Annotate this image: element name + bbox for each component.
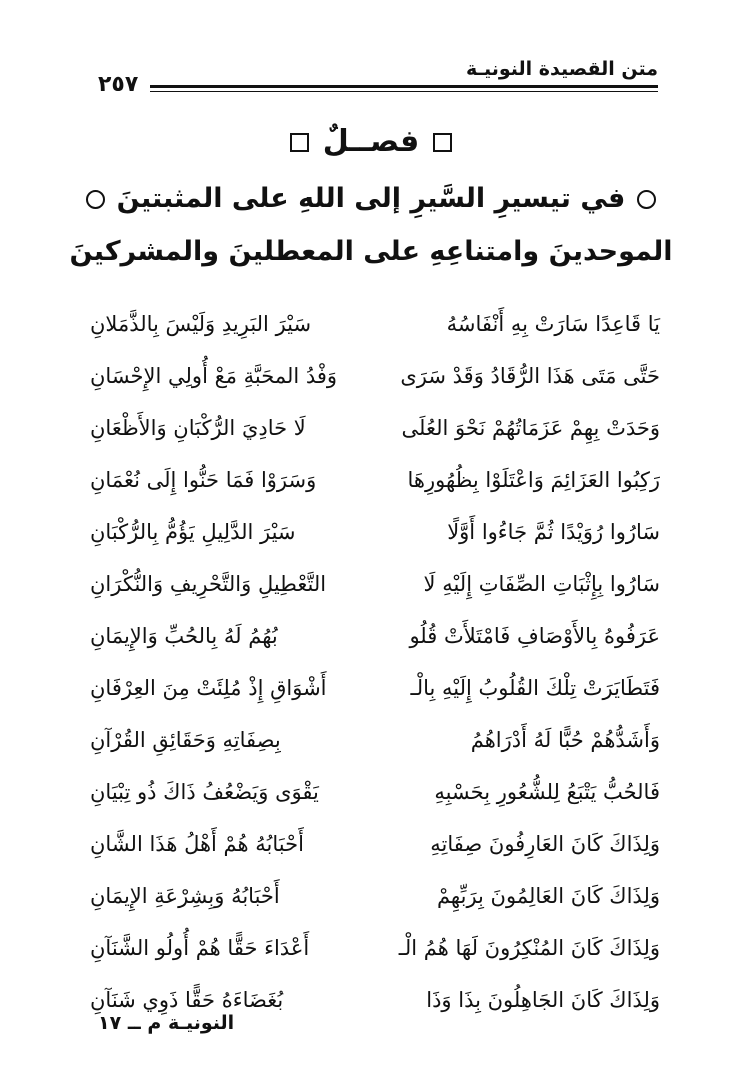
verse-second-hemistich: أَعْدَاءَ حَقًّا هُمْ أُولُو الشَّنَآنِ [90, 936, 310, 960]
verse-first-hemistich: سَارُوا رُوَيْدًا ثُمَّ جَاءُوا أَوَّلًا [447, 520, 660, 544]
verse-second-hemistich: وَسَرَوْا فَمَا حَنُّوا إِلَى نُعْمَانِ [90, 468, 317, 492]
verse [90, 822, 660, 874]
verse [90, 614, 660, 666]
subtitle-line-2 [0, 236, 742, 267]
subtitle-line-1 [0, 183, 742, 214]
verse-second-hemistich: يَقْوَى وَيَضْعُفُ ذَاكَ ذُو تِبْيَانِ [90, 780, 319, 804]
verse-first-hemistich: وَأَشَدُّهُمْ حُبًّا لَهُ أَدْرَاهُمُ [470, 728, 660, 752]
verse-first-hemistich: يَا قَاعِدًا سَارَتْ بِهِ أَنْفَاسُهُ [446, 312, 660, 336]
square-ornament-icon [290, 133, 309, 152]
verse-second-hemistich: بُغَضَاءَهُ حَقًّا ذَوِي شَنَآنِ [90, 988, 284, 1012]
verse-second-hemistich: وَفْدُ المحَبَّةِ مَعْ أُولِي الإِحْسَانِ [90, 364, 338, 388]
verse-second-hemistich: التَّعْطِيلِ وَالتَّحْرِيفِ وَالنُّكْرَانِ [90, 572, 327, 596]
verse-first-hemistich: حَتَّى مَتَى هَذَا الرُّقَادُ وَقَدْ سَرَى [400, 364, 660, 388]
verse-first-hemistich: عَرَفُوهُ بِالأَوْصَافِ فَامْتَلأَتْ قُلُو [409, 624, 660, 648]
verse-first-hemistich: وَلِذَاكَ كَانَ المُنْكِرُونَ لَهَا هُمُ الْـ [398, 936, 660, 960]
verse [90, 458, 660, 510]
verse [90, 926, 660, 978]
poem-verses [90, 302, 660, 1030]
verse [90, 666, 660, 718]
verse-first-hemistich: رَكِبُوا العَزَائِمَ وَاعْتَلَوْا بِظُهُورِهَا [407, 468, 660, 492]
verse-second-hemistich: بُهُمُ لَهُ بِالحُبِّ وَالإِيمَانِ [90, 624, 278, 648]
circle-ornament-icon [637, 190, 656, 209]
verse [90, 406, 660, 458]
verse [90, 770, 660, 822]
section-heading [0, 124, 742, 159]
verse [90, 874, 660, 926]
verse-first-hemistich: فَتَطَايَرَتْ تِلْكَ القُلُوبُ إِلَيْهِ بِالْـ [410, 676, 660, 700]
footer-signature: النونيـة م ــ ١٧ [98, 1012, 235, 1034]
running-header [98, 52, 658, 97]
verse [90, 354, 660, 406]
verse-second-hemistich: أَشْوَاقِ إِذْ مُلِئَتْ مِنَ العِرْفَانِ [90, 676, 327, 700]
verse-first-hemistich: سَارُوا بِإِثْبَاتِ الصِّفَاتِ إِلَيْهِ لَا [423, 572, 660, 596]
verse-first-hemistich: فَالحُبُّ يَتْبَعُ لِلشُّعُورِ بِحَسْبِهِ [434, 780, 660, 804]
verse-first-hemistich: وَلِذَاكَ كَانَ العَالِمُونَ بِرَبِّهِمْ [436, 884, 660, 908]
header-rule-thin [150, 91, 658, 92]
section-title: فصــلٌ [322, 124, 420, 159]
verse [90, 562, 660, 614]
verse [90, 302, 660, 354]
square-ornament-icon [433, 133, 452, 152]
verse-second-hemistich: بِصِفَاتِهِ وَحَقَائِقِ القُرْآنِ [90, 728, 281, 752]
verse-second-hemistich: سَيْرَ البَرِيدِ وَلَيْسَ بِالذَّمَلانِ [90, 312, 312, 336]
page-number: ٢٥٧ [98, 72, 139, 97]
verse-first-hemistich: وَحَدَتْ بِهِمْ عَزَمَاتُهُمْ نَحْوَ العُلَى [401, 416, 660, 440]
verse-first-hemistich: وَلِذَاكَ كَانَ العَارِفُونَ صِفَاتِهِ [430, 832, 660, 856]
verse-second-hemistich: لَا حَادِيَ الرُّكْبَانِ وَالأَظْعَانِ [90, 416, 306, 440]
book-title: متن القصيدة النونيـة [465, 58, 658, 80]
subtitle-text-2: الموحدينَ وامتناعِهِ على المعطلينَ والمشركينَ [69, 236, 673, 267]
circle-ornament-icon [86, 190, 105, 209]
verse [90, 718, 660, 770]
header-rule-thick [150, 85, 658, 88]
verse-first-hemistich: وَلِذَاكَ كَانَ الجَاهِلُونَ بِذَا وَذَا [426, 988, 660, 1012]
verse [90, 510, 660, 562]
verse-second-hemistich: سَيْرَ الدَّلِيلِ يَؤُمُّ بِالرُّكْبَانِ [90, 520, 296, 544]
verse-second-hemistich: أَحْبَابُهُ وَبِشِرْعَةِ الإِيمَانِ [90, 884, 280, 908]
verse-second-hemistich: أَحْبَابُهُ هُمْ أَهْلُ هَذَا الشَّانِ [90, 832, 304, 856]
subtitle-text-1: في تيسيرِ السَّيرِ إلى اللهِ على المثبتينَ [116, 183, 626, 214]
